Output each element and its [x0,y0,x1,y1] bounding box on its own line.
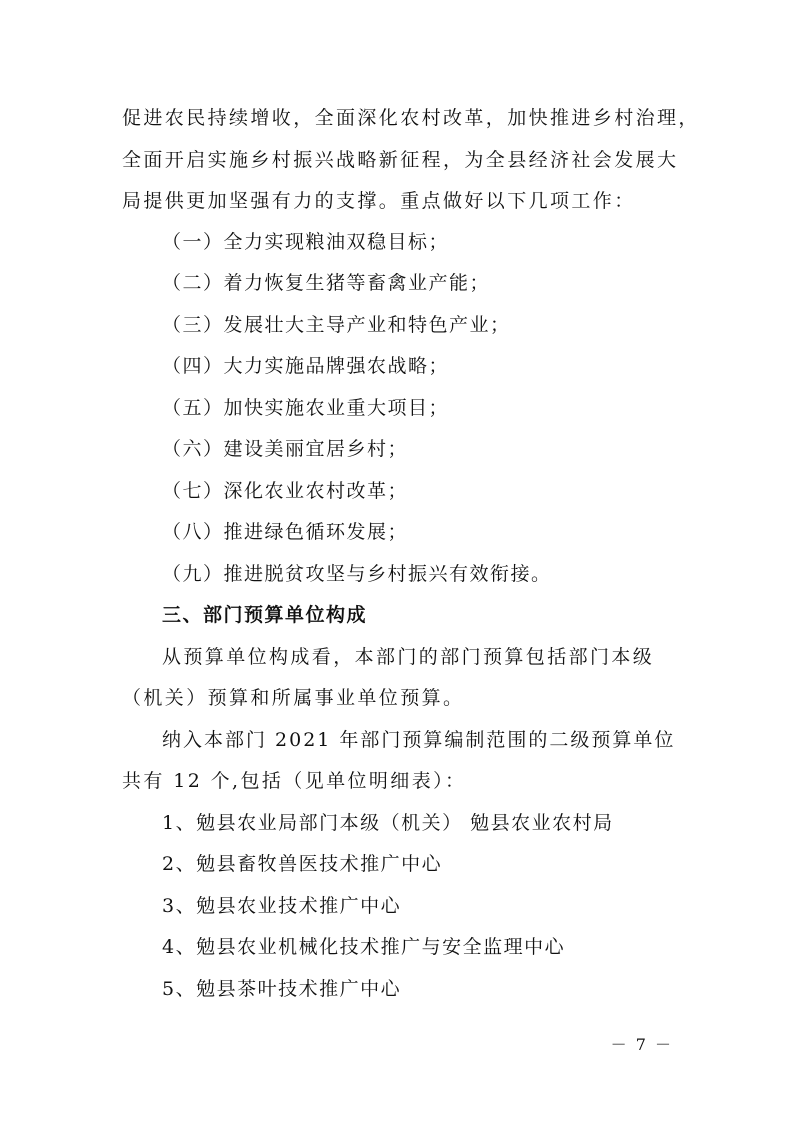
task-item-7: （七）深化农业农村改革； [162,480,409,502]
section-para-1-line-2: （机关）预算和所属事业单位预算。 [122,687,465,709]
task-item-3: （三）发展壮大主导产业和特色产业； [162,314,511,336]
section-heading: 三、部门预算单位构成 [162,604,368,626]
intro-line-1: 促进农民持续增收，全面深化农村改革，加快推进乡村治理， [122,107,700,129]
intro-line-2: 全面开启实施乡村振兴战略新征程，为全县经济社会发展大 [122,149,679,171]
section-para-2-line-1: 纳入本部门 2021 年部门预算编制范围的二级预算单位 [162,729,676,751]
unit-item-4: 4、勉县农业机械化技术推广与安全监理中心 [162,936,566,958]
task-item-6: （六）建设美丽宜居乡村； [162,438,409,460]
unit-item-2: 2、勉县畜牧兽医技术推广中心 [162,853,443,875]
task-item-4: （四）大力实施品牌强农战略； [162,355,450,377]
task-item-9: （九）推进脱贫攻坚与乡村振兴有效衔接。 [162,563,552,585]
task-item-5: （五）加快实施农业重大项目； [162,397,450,419]
task-item-8: （八）推进绿色循环发展； [162,521,409,543]
section-para-2-line-2: 共有 12 个,包括（见单位明细表）： [122,770,467,792]
task-item-2: （二）着力恢复生猪等畜禽业产能； [162,272,491,294]
intro-line-3: 局提供更加坚强有力的支撑。重点做好以下几项工作： [122,190,636,212]
unit-item-1: 1、勉县农业局部门本级（机关） 勉县农业农村局 [162,812,614,834]
page-number: － 7 － [610,1035,673,1054]
task-item-1: （一）全力实现粮油双稳目标； [162,231,450,253]
unit-item-5: 5、勉县茶叶技术推广中心 [162,978,402,1000]
unit-item-3: 3、勉县农业技术推广中心 [162,895,402,917]
section-para-1-line-1: 从预算单位构成看，本部门的部门预算包括部门本级 [162,646,655,668]
